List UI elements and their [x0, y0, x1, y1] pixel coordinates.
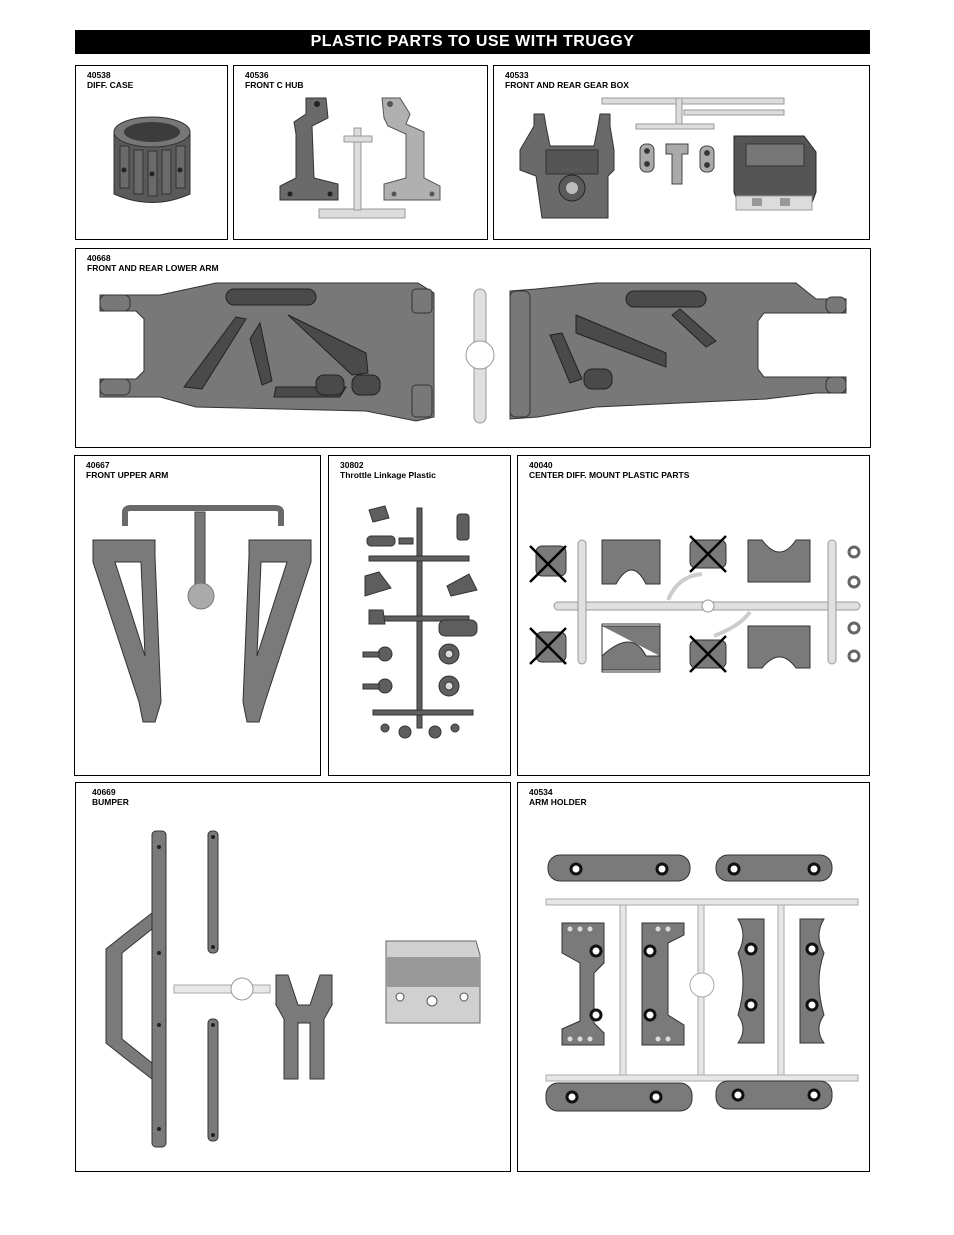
part-name: FRONT AND REAR LOWER ARM [87, 263, 219, 273]
arm-holder-illustration [518, 783, 870, 1172]
part-code: 40538 [87, 70, 111, 80]
part-name: CENTER DIFF. MOUNT PLASTIC PARTS [529, 470, 690, 480]
part-name: DIFF. CASE [87, 80, 134, 90]
gear-box-illustration [494, 66, 870, 240]
part-name: FRONT UPPER ARM [86, 470, 169, 480]
page-title: PLASTIC PARTS TO USE WITH TRUGGY [75, 30, 870, 54]
part-name: FRONT AND REAR GEAR BOX [505, 80, 629, 90]
part-code: 40536 [245, 70, 269, 80]
part-code: 40533 [505, 70, 529, 80]
panel-bumper [75, 782, 511, 1172]
panel-front-c-hub [233, 65, 488, 240]
part-code: 40669 [92, 787, 116, 797]
upper-arm-illustration [75, 456, 321, 776]
panel-upper-arm [74, 455, 321, 776]
part-name: ARM HOLDER [529, 797, 587, 807]
lower-arm-illustration [76, 249, 871, 448]
part-code: 40668 [87, 253, 111, 263]
part-name: FRONT C HUB [245, 80, 304, 90]
center-diff-mount-illustration [518, 456, 870, 776]
panel-gear-box [493, 65, 870, 240]
part-code: 40040 [529, 460, 553, 470]
panel-lower-arm [75, 248, 871, 448]
part-code: 40534 [529, 787, 553, 797]
panel-arm-holder [517, 782, 870, 1172]
part-name: BUMPER [92, 797, 129, 807]
panel-center-diff-mount [517, 455, 870, 776]
bumper-illustration [76, 783, 511, 1172]
part-name: Throttle Linkage Plastic [340, 470, 436, 480]
throttle-linkage-illustration [329, 456, 511, 776]
c-hub-illustration [234, 66, 488, 240]
panel-diff-case [75, 65, 228, 240]
diff-case-illustration [76, 66, 228, 240]
panel-throttle-linkage [328, 455, 511, 776]
part-code: 30802 [340, 460, 364, 470]
part-code: 40667 [86, 460, 110, 470]
